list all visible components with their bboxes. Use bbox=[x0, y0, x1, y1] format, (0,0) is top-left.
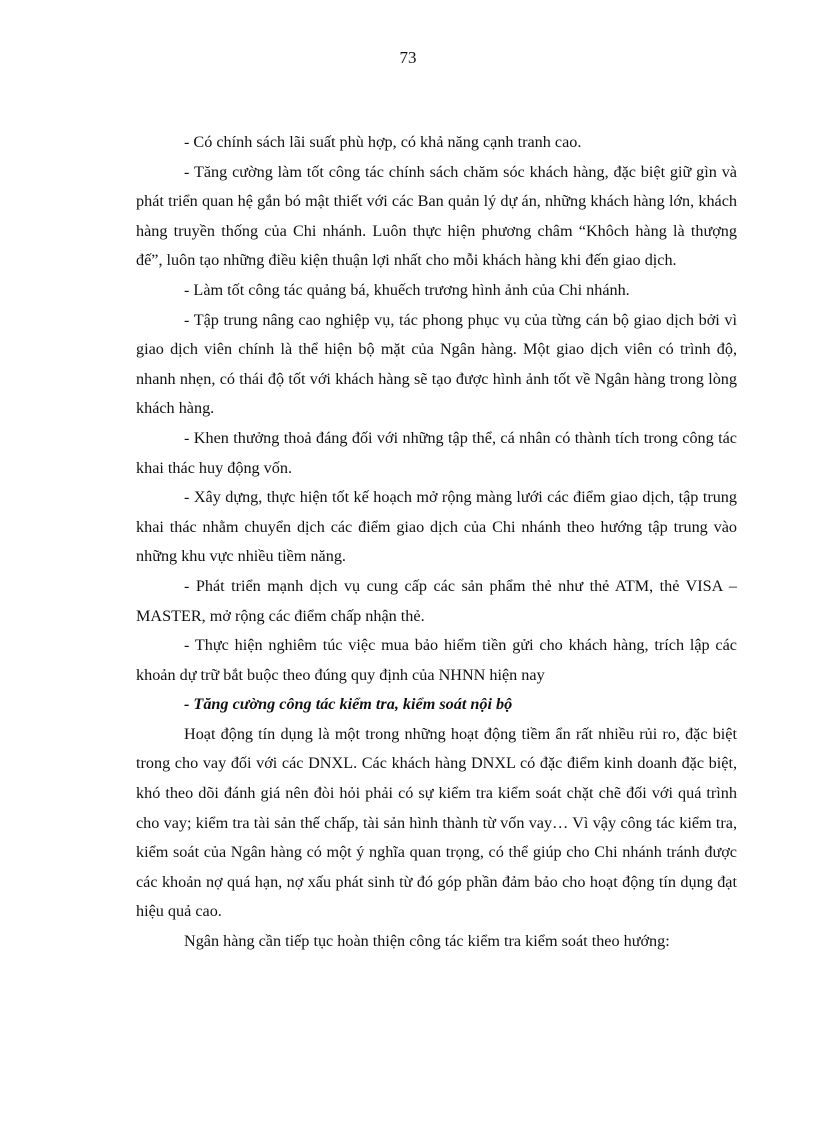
paragraph: - Có chính sách lãi suất phù hợp, có khả năng cạnh tranh cao. bbox=[184, 133, 582, 151]
section-heading: - Tăng cường công tác kiểm tra, kiểm soát nội bộ bbox=[184, 695, 513, 714]
paragraph: - Làm tốt công tác quảng bá, khuếch trương hình ảnh của Chi nhánh. bbox=[184, 280, 630, 299]
paragraph: Hoạt động tín dụng là một trong những hoạt động tiềm ẩn rất nhiều rủi ro, đặc biệt trong cho vay đối với các DNXL. Các khách hàng DNXL có đặc điểm kinh doanh đặc biệt, khó theo dõi đánh giá nên đòi hỏi phải có sự kiểm tra kiểm soát chặt chẽ đối với quá trình cho vay; kiểm tra tài sản thế chấp, tài sản hình thành từ vốn vay… Vì vậy công tác kiểm tra, kiểm soát của Ngân hàng có một ý nghĩa quan trọng, có thể giúp cho Chi nhánh tránh được các khoản nợ quá hạn, nợ xấu phát sinh từ đó góp phần đảm bảo cho hoạt động tín dụng đạt hiệu quả cao. bbox=[136, 724, 737, 921]
paragraph: - Tập trung nâng cao nghiệp vụ, tác phong phục vụ của từng cán bộ giao dịch bởi vì giao dịch viên chính là thể hiện bộ mặt của Ngân hàng. Một giao dịch viên có trình độ, nhanh nhẹn, có thái độ tốt với khách hàng sẽ tạo được hình ảnh tốt về Ngân hàng trong lòng khách hàng. bbox=[136, 310, 737, 418]
paragraph: - Khen thưởng thoả đáng đối với những tập thể, cá nhân có thành tích trong công tác khai thác huy động vốn. bbox=[136, 428, 737, 477]
paragraph: - Phát triển mạnh dịch vụ cung cấp các sản phẩm thẻ như thẻ ATM, thẻ VISA – MASTER, mở rộng các điểm chấp nhận thẻ. bbox=[136, 576, 737, 625]
paragraph: - Xây dựng, thực hiện tốt kế hoạch mở rộng màng lưới các điểm giao dịch, tập trung khai thác nhằm chuyển dịch các điểm giao dịch của Chi nhánh theo hướng tập trung vào những khu vực nhiều tiềm năng. bbox=[136, 488, 737, 566]
document-body bbox=[136, 128, 737, 957]
paragraph: - Thực hiện nghiêm túc việc mua bảo hiểm tiền gửi cho khách hàng, trích lập các khoản dự trữ bắt buộc theo đúng quy định của NHNN hiện nay bbox=[136, 636, 737, 684]
page-number: 73 bbox=[399, 48, 417, 67]
paragraph: Ngân hàng cần tiếp tục hoàn thiện công tác kiểm tra kiểm soát theo hướng: bbox=[184, 932, 670, 951]
paragraph: - Tăng cường làm tốt công tác chính sách chăm sóc khách hàng, đặc biệt giữ gìn và phát triển quan hệ gắn bó mật thiết với các Ban quản lý dự án, những khách hàng lớn, khách hàng truyền thống của Chi nhánh. Luôn thực hiện phương châm “Khôch hàng là thượng đế”, luôn tạo những điều kiện thuận lợi nhất cho mỗi khách hàng khi đến giao dịch. bbox=[136, 162, 737, 270]
